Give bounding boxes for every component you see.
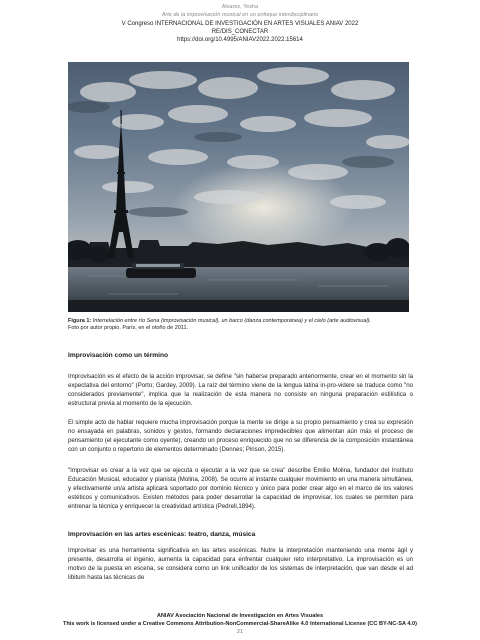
running-author: Alvarez, Yesha [221,4,259,10]
figure-caption-text: Interrelación entre río Sena (improvisación musical), un barco (danza contemporánea) y el cielo (arte audiovisual). [92,318,371,324]
paragraph-1: Improvisación es el efecto de la acción improvisar, se define "sin haberse preparado anteriormente, crear en el momento sin la expectativa del entorno" (Porto; Gardey, 2009). La raíz del término viene de la lengua latina in-pro-videre se traduce como "no considerados previamente", implica que la realización de esta manera no consiste en ninguna preparación estilística o estructural previa al momento de la ejecución. [68,373,413,407]
paragraph-2: El simple acto de hablar requiere mucha improvisación porque la mente se dirige a su propio pensamiento y crea su expresión no ensayada en palabras, sonidos y gestos, formando declaraciones impredecibles que alimentan aún más el proceso de pensamiento (el ejecutante como oyente), creando un proceso enriquecido que no se diferencia de la composición instantánea con un conjunto o repertorio de elementos determinado (Dennes; Pinson, 2015). [68,419,413,453]
congress-code: RE/DIS_CONECTAR [211,29,269,35]
doi-link[interactable]: https://doi.org/10.4995/ANIAV2022.2022.15614 [177,37,303,43]
figure-label: Figura 1: [68,318,92,324]
congress-name: V Congreso INTERNACIONAL DE INVESTIGACIÓN EN ARTES VISUALES ANIAV 2022 [121,21,359,27]
photo-illustration [68,62,409,312]
footer-org: ANIAV Asociación Nacional de Investigación en Artes Visuales [156,613,324,619]
page-header [0,3,480,44]
figure-caption [68,318,428,332]
page-footer [0,612,480,636]
figure-credit: Foto por autor propio. París, en el otoño de 2011. [68,325,189,331]
figure-photo-paris-sky [68,62,409,312]
section-title-artes-escenicas: Improvisación en las artes escénicas: teatro, danza, música [68,531,256,538]
running-title: Arte de la improvisación musical en un enfoque interdisciplinario [161,12,319,18]
paragraph-4: Improvisar es una herramienta significativa en las artes escénicas. Nutre la interpretación manteniendo una mente ágil y presente, desarrolla el ingenio, aumenta la capacidad para enfrentar cualquier reto interpretativo. La improvisación es un motivo de la puesta en escena, se considera como un link unificador de los sistemas de interpretación, que van desde el ad libitum hasta las técnicas de [68,547,413,581]
page-number: 21 [236,629,244,635]
footer-license: This work is licensed under a Creative Commons Attribution-NonCommercial-ShareAlike 4.0 International License (CC BY-NC-SA 4.0) [63,621,417,627]
section-title-improvisacion-termino: Improvisación como un término [68,352,169,359]
paragraph-3: "Improvisar es crear a la vez que se ejecuta o ejecutar a la vez que se crea" describe Emilio Molina, fundador del Instituto Educación Musical, educador y pianista (Molina, 2008). Se ocurre al instante cualquier movimiento en una manera simultánea, y efectivamente un/a artista aplicará soportado por dominio técnico y único para poder crear algo en el marco de los valores estéticos y comunicativos. Existen métodos para poder desarrollar la capacidad de improvisar, los cuales se permiten para entrenar la técnica y enriquecer la creatividad artística (Pedrell,1894). [68,467,413,510]
